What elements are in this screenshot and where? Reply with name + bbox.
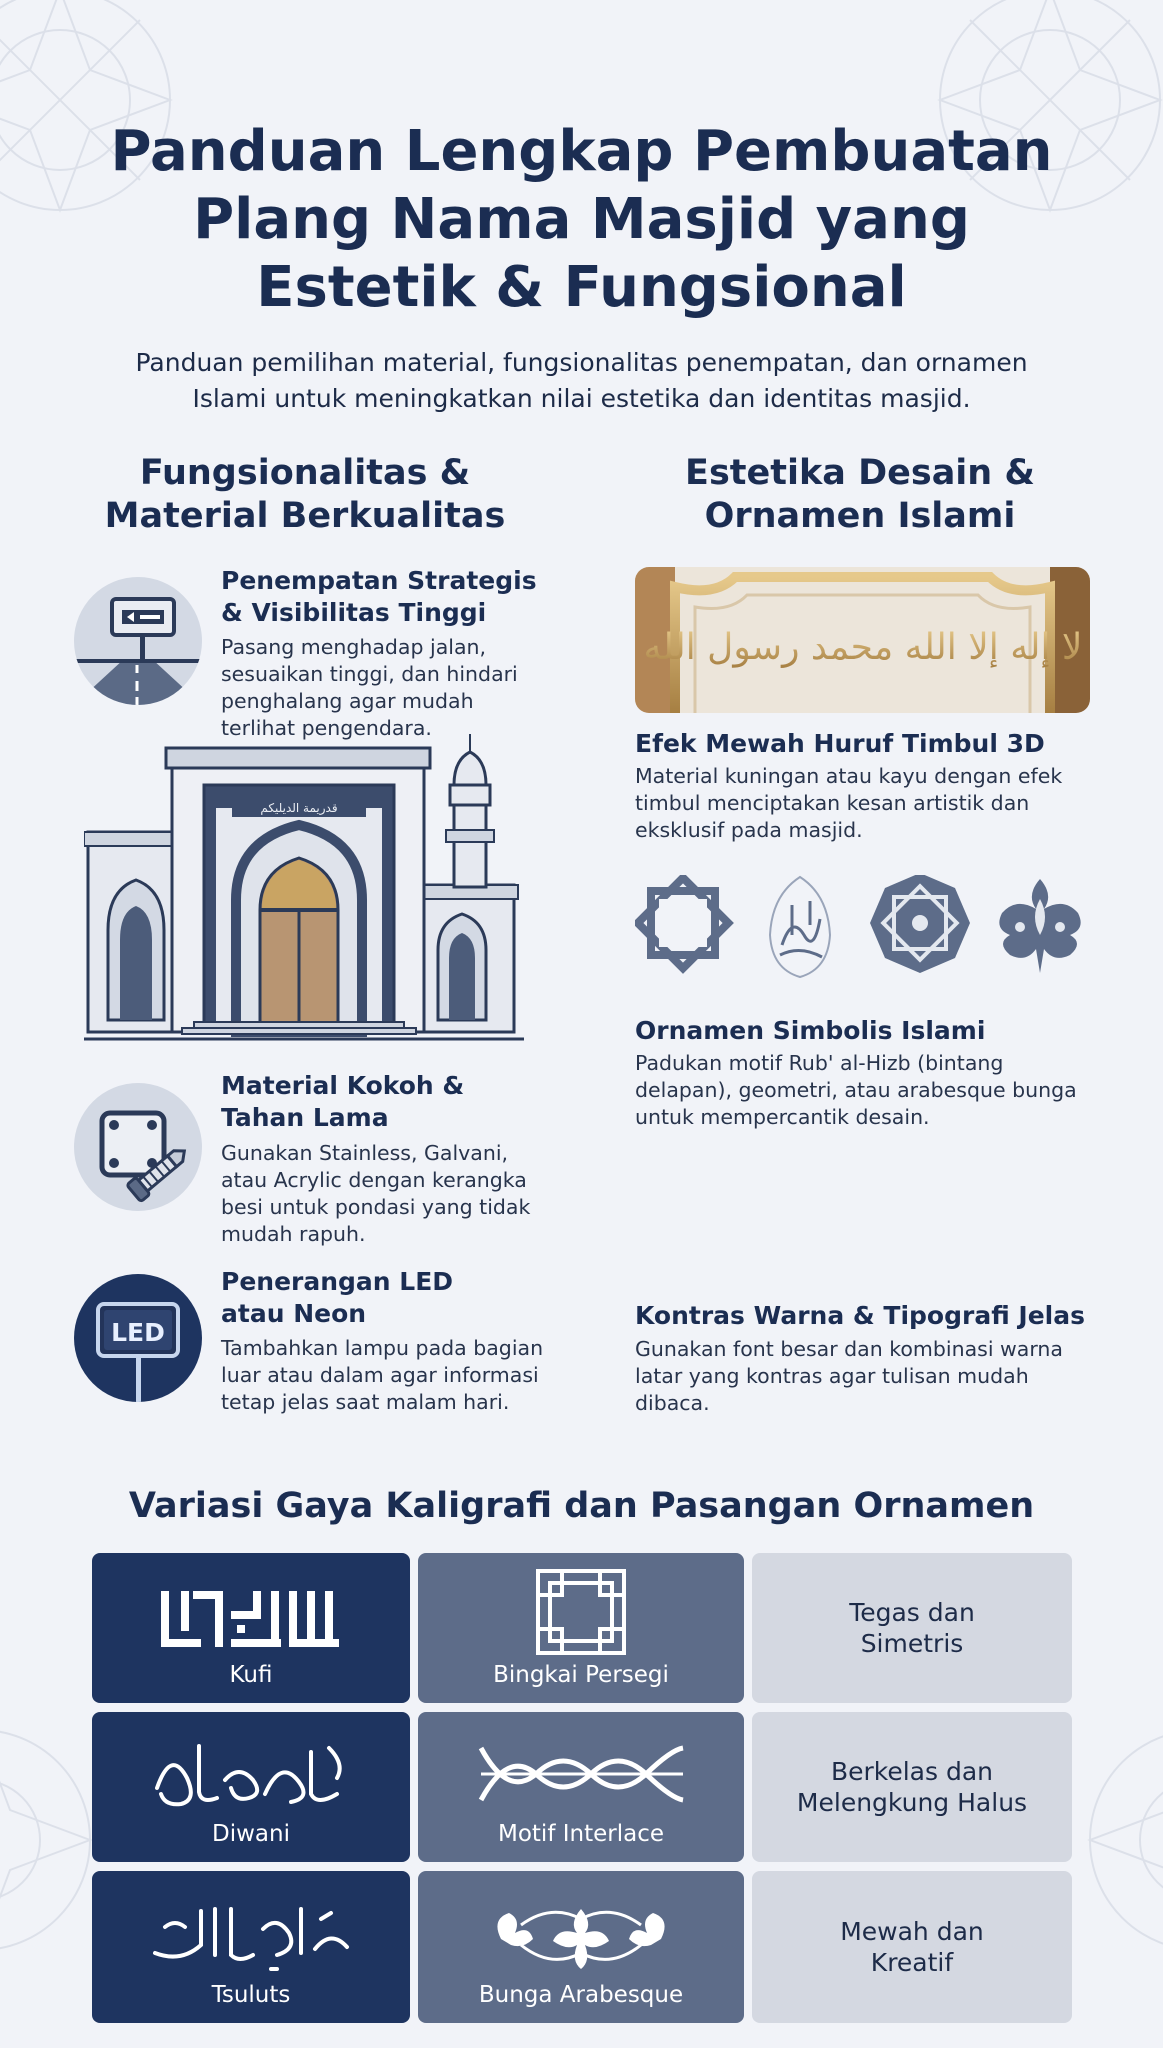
feature-title-lighting: Penerangan LED atau Neon (221, 1267, 454, 1328)
feature-desc-3d: Material kuningan atau kayu dengan efek timbul menciptakan kesan artistik dan eksklusif pada masjid. (635, 764, 1063, 842)
led-sign-icon (74, 1274, 202, 1402)
led-text: LED (111, 1318, 165, 1347)
road-sign-icon (74, 577, 202, 705)
feature-title-contrast: Kontras Warna & Tipografi Jelas (635, 1301, 1085, 1330)
feature-title-ornament: Ornamen Simbolis Islami (635, 1016, 986, 1045)
calligraphy-label-diwani: Diwani (212, 1821, 290, 1847)
feature-desc-lighting: Tambahkan lampu pada bagian luar atau dalam agar informasi tetap jelas saat malam hari. (221, 1336, 544, 1414)
page-title: Panduan Lengkap Pembuatan Plang Nama Masjid yang Estetik & Fungsional (110, 119, 1053, 320)
left-column-heading: Fungsionalitas & Material Berkualitas (104, 453, 506, 536)
right-column-heading: Estetika Desain & Ornamen Islami (685, 453, 1035, 536)
feature-desc-ornament: Padukan motif Rub' al-Hizb (bintang delapan), geometri, atau arabesque bunga untuk mempercantik desain. (635, 1051, 1077, 1129)
rub-el-hizb-icon (638, 878, 729, 969)
ornament-cell-interlace (418, 1712, 744, 1862)
feature-desc-contrast: Gunakan font besar dan kombinasi warna latar yang kontras agar tulisan mudah dibaca. (635, 1337, 1063, 1415)
arabesque-flower-icon (999, 879, 1080, 973)
feature-desc-placement: Pasang menghadap jalan, sesuaikan tinggi, dan hindari penghalang agar mudah terlihat pengendara. (221, 635, 518, 740)
calligraphy-medallion-icon (770, 877, 830, 977)
page-subtitle: Panduan pemilihan material, fungsionalitas penempatan, dan ornamen Islami untuk meningkatkan nilai estetika dan identitas masjid. (135, 348, 1028, 413)
character-cell-row2 (752, 1712, 1072, 1862)
feature-desc-material: Gunakan Stainless, Galvani, atau Acrylic dengan kerangka besi untuk pondasi yang tidak mudah rapuh. (221, 1141, 531, 1246)
feature-title-placement: Penempatan Strategis & Visibilitas Tinggi (221, 566, 537, 627)
calligraphy-cell-tsuluts (92, 1871, 410, 2023)
diwani-calligraphy-icon (141, 1728, 361, 1820)
screw-plate-icon (74, 1083, 202, 1211)
mosque-sign-text: قدريمة الديليكم (260, 801, 338, 815)
character-cell-row3 (752, 1871, 1072, 2023)
tsuluts-calligraphy-icon (141, 1889, 361, 1981)
calligraphy-plaque-image (635, 567, 1090, 713)
character-text-row2: Berkelas dan Melengkung Halus (796, 1757, 1028, 1817)
square-frame-icon (526, 1565, 636, 1661)
calligraphy-cell-diwani (92, 1712, 410, 1862)
ornament-label-interlace: Motif Interlace (498, 1821, 664, 1847)
interlace-motif-icon (471, 1728, 691, 1820)
feature-title-3d: Efek Mewah Huruf Timbul 3D (635, 729, 1045, 758)
kufi-calligraphy-icon (151, 1571, 351, 1661)
variations-heading: Variasi Gaya Kaligrafi dan Pasangan Ornamen (128, 1486, 1035, 1526)
background-ornament-bottom-right (1080, 1640, 1163, 2048)
calligraphy-label-kufi: Kufi (229, 1662, 273, 1688)
character-text-row3: Mewah dan Kreatif (840, 1917, 984, 1977)
arabesque-motif-icon (481, 1889, 681, 1981)
character-cell-row1 (752, 1553, 1072, 1703)
plaque-arabic-text: لا إله إلا الله محمد رسول الله (643, 627, 1083, 668)
calligraphy-label-tsuluts: Tsuluts (211, 1982, 291, 2008)
ornament-label-square-frame: Bingkai Persegi (493, 1662, 669, 1688)
character-text-row1: Tegas dan Simetris (849, 1598, 975, 1658)
mosque-illustration (84, 730, 524, 1046)
islamic-ornament-row (635, 875, 1090, 985)
geometric-star-icon (870, 875, 970, 973)
variations-table (92, 1553, 1072, 2023)
ornament-cell-square-frame (418, 1553, 744, 1703)
ornament-cell-arabesque (418, 1871, 744, 2023)
feature-title-material: Material Kokoh & Tahan Lama (221, 1071, 465, 1132)
calligraphy-cell-kufi (92, 1553, 410, 1703)
ornament-label-arabesque: Bunga Arabesque (478, 1982, 684, 2008)
